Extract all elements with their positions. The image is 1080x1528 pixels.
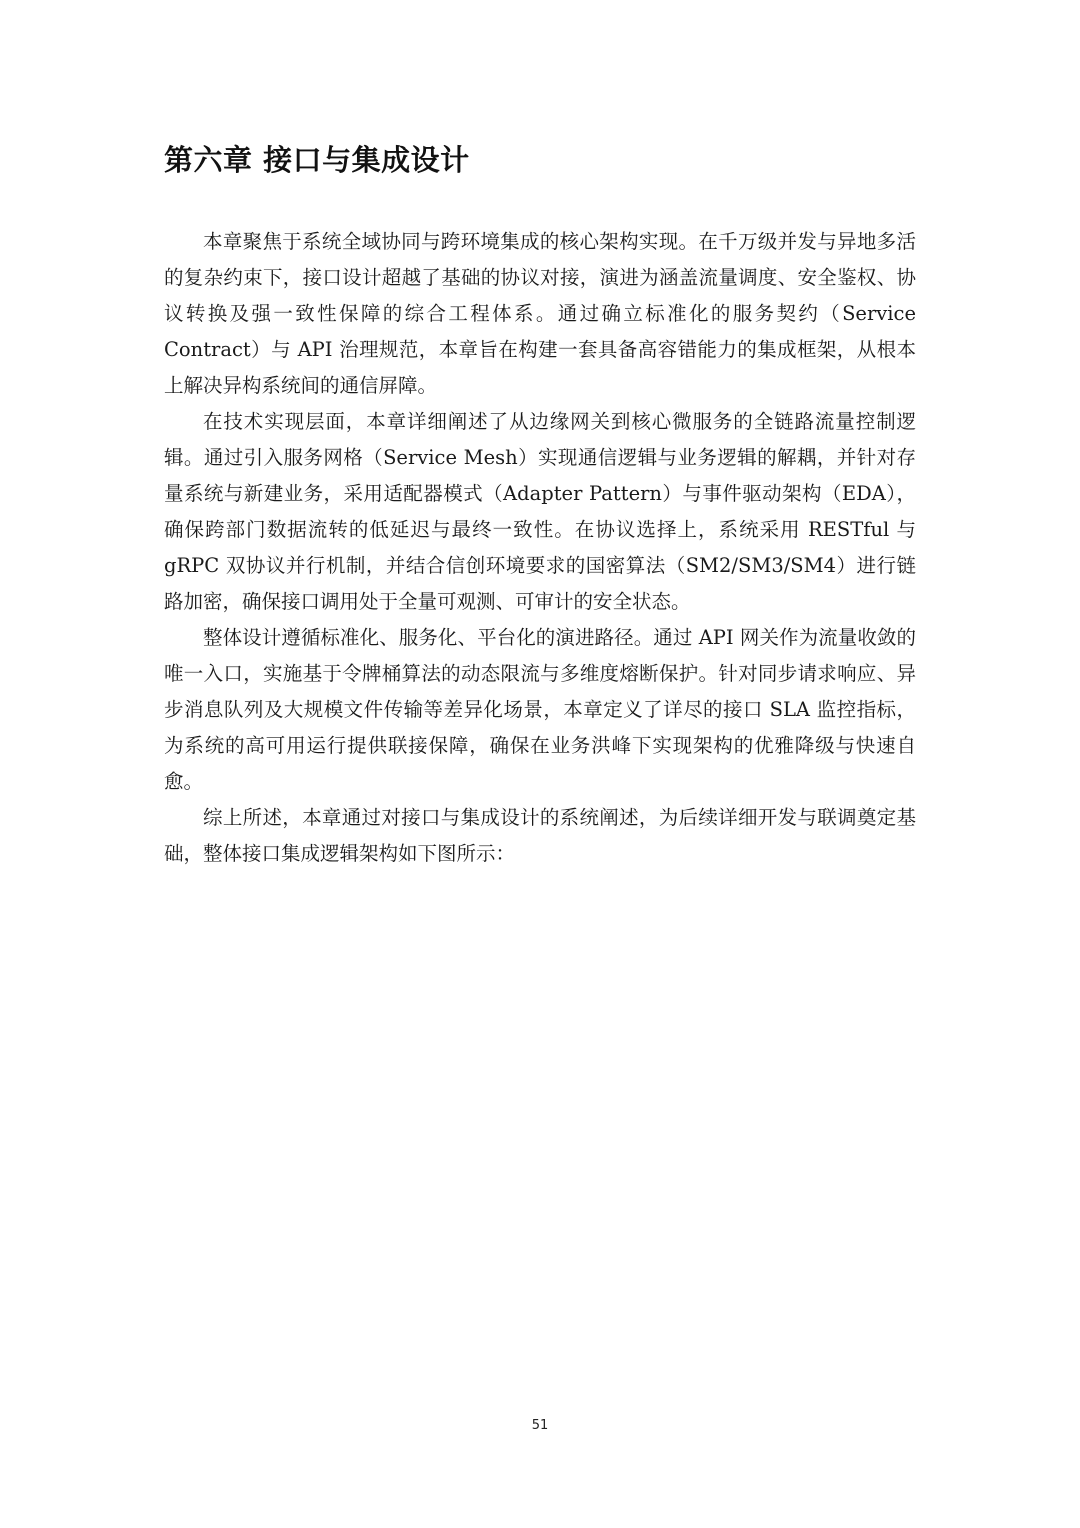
page-number: 51 bbox=[531, 1418, 549, 1433]
body-paragraph-2: 在技术实现层面，本章详细阐述了从边缘网关到核心微服务的全链路流量控制逻辑。通过引入服务网格（Service Mesh）实现通信逻辑与业务逻辑的解耦，并针对存量系统与新建业务，采用适配器模式（Adapter Pattern）与事件驱动架构（EDA），确保跨部门数据流转的低延迟与最终一致性。在协议选择上，系统采用 RESTful 与 gRPC 双协议并行机制，并结合信创环境要求的国密算法（SM2/SM3/SM4）进行链路加密，确保接口调用处于全量可观测、可审计的安全状态。 bbox=[164, 410, 916, 613]
chapter-body bbox=[164, 224, 916, 872]
chapter-title: 第六章 接口与集成设计 bbox=[164, 143, 470, 177]
body-paragraph-4: 综上所述，本章通过对接口与集成设计的系统阐述，为后续详细开发与联调奠定基础，整体接口集成逻辑架构如下图所示： bbox=[164, 806, 916, 865]
body-paragraph-1: 本章聚焦于系统全域协同与跨环境集成的核心架构实现。在千万级并发与异地多活的复杂约束下，接口设计超越了基础的协议对接，演进为涵盖流量调度、安全鉴权、协议转换及强一致性保障的综合工程体系。通过确立标准化的服务契约（Service Contract）与 API 治理规范，本章旨在构建一套具备高容错能力的集成框架，从根本上解决异构系统间的通信屏障。 bbox=[164, 230, 916, 397]
body-paragraph-3: 整体设计遵循标准化、服务化、平台化的演进路径。通过 API 网关作为流量收敛的唯一入口，实施基于令牌桶算法的动态限流与多维度熔断保护。针对同步请求响应、异步消息队列及大规模文件传输等差异化场景，本章定义了详尽的接口 SLA 监控指标，为系统的高可用运行提供联接保障，确保在业务洪峰下实现架构的优雅降级与快速自愈。 bbox=[164, 626, 916, 793]
